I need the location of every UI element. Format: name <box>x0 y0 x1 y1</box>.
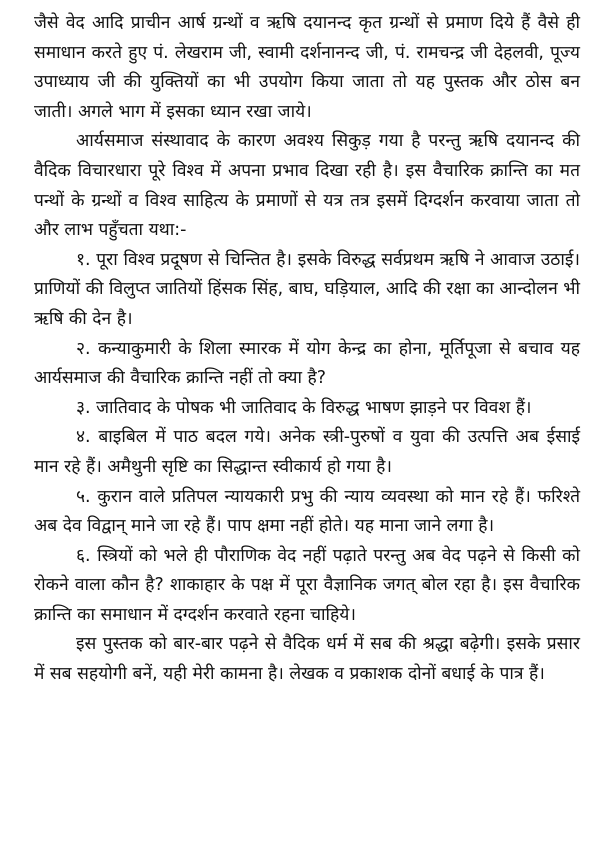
list-item-2: २. कन्याकुमारी के शिला स्मारक में योग केन्द्र का होना, मूर्तिपूजा से बचाव यह आर्यसमाज की वैचारिक क्रान्ति नहीं तो क्या है? <box>34 338 580 389</box>
paragraph-1: जैसे वेद आदि प्राचीन आर्ष ग्रन्थों व ऋषि दयानन्द कृत ग्रन्थों से प्रमाण दिये हैं वैसे ही समाधान करते हुए पं. लेखराम जी, स्वामी दर्शनानन्द जी, पं. रामचन्द्र जी देहलवी, पूज्य उपाध्याय जी की युक्तियों का भी उपयोग किया जाता तो यह पुस्तक और ठोस बन जाती। अगले भाग में इसका ध्यान रखा जाये। <box>34 13 580 122</box>
list-item-1: १. पूरा विश्व प्रदूषण से चिन्तित है। इसके विरुद्ध सर्वप्रथम ऋषि ने आवाज उठाई। प्राणियों की विलुप्त जातियों हिंसक सिंह, बाघ, घड़ियाल, आदि की रक्षा का आन्दोलन भी ऋषि की देन है। <box>34 249 580 329</box>
list-item-6: ६. स्त्रियों को भले ही पौराणिक वेद नहीं पढ़ाते परन्तु अब वेद पढ़ने से किसी को रोकने वाला कौन है? शाकाहार के पक्ष में पूरा वैज्ञानिक जगत् बोल रहा है। इस वैचारिक क्रान्ति का समाधान में दग्दर्शन करवाते रहना चाहिये। <box>34 545 580 625</box>
list-item-5: ५. कुरान वाले प्रतिपल न्यायकारी प्रभु की न्याय व्यवस्था को मान रहे हैं। फरिश्ते अब देव विद्वान् माने जा रहे हैं। पाप क्षमा नहीं होते। यह माना जाने लगा है। <box>34 486 580 537</box>
list-item-3: ३. जातिवाद के पोषक भी जातिवाद के विरुद्ध भाषण झाड़ने पर विवश हैं। <box>76 397 532 418</box>
closing-paragraph: इस पुस्तक को बार-बार पढ़ने से वैदिक धर्म में सब की श्रद्धा बढ़ेगी। इसके प्रसार में सब सहयोगी बनें, यही मेरी कामना है। लेखक व प्रकाशक दोनों बधाई के पात्र हैं। <box>34 634 580 685</box>
paragraph-2: आर्यसमाज संस्थावाद के कारण अवश्य सिकुड़ गया है परन्तु ऋषि दयानन्द की वैदिक विचारधारा पूरे विश्व में अपना प्रभाव दिखा रही है। इस वैचारिक क्रान्ति का मत पन्थों के ग्रन्थों व विश्व साहित्य के प्रमाणों से यत्र तत्र इसमें दिग्दर्शन करवाया जाता तो और लाभ पहुँचता यथा:- <box>34 131 580 241</box>
list-item-4: ४. बाइबिल में पाठ बदल गये। अनेक स्त्री-पुरुषों व युवा की उत्पत्ति अब ईसाई मान रहे हैं। अमैथुनी सृष्टि का सिद्धान्त स्वीकार्य हो गया है। <box>34 427 580 477</box>
